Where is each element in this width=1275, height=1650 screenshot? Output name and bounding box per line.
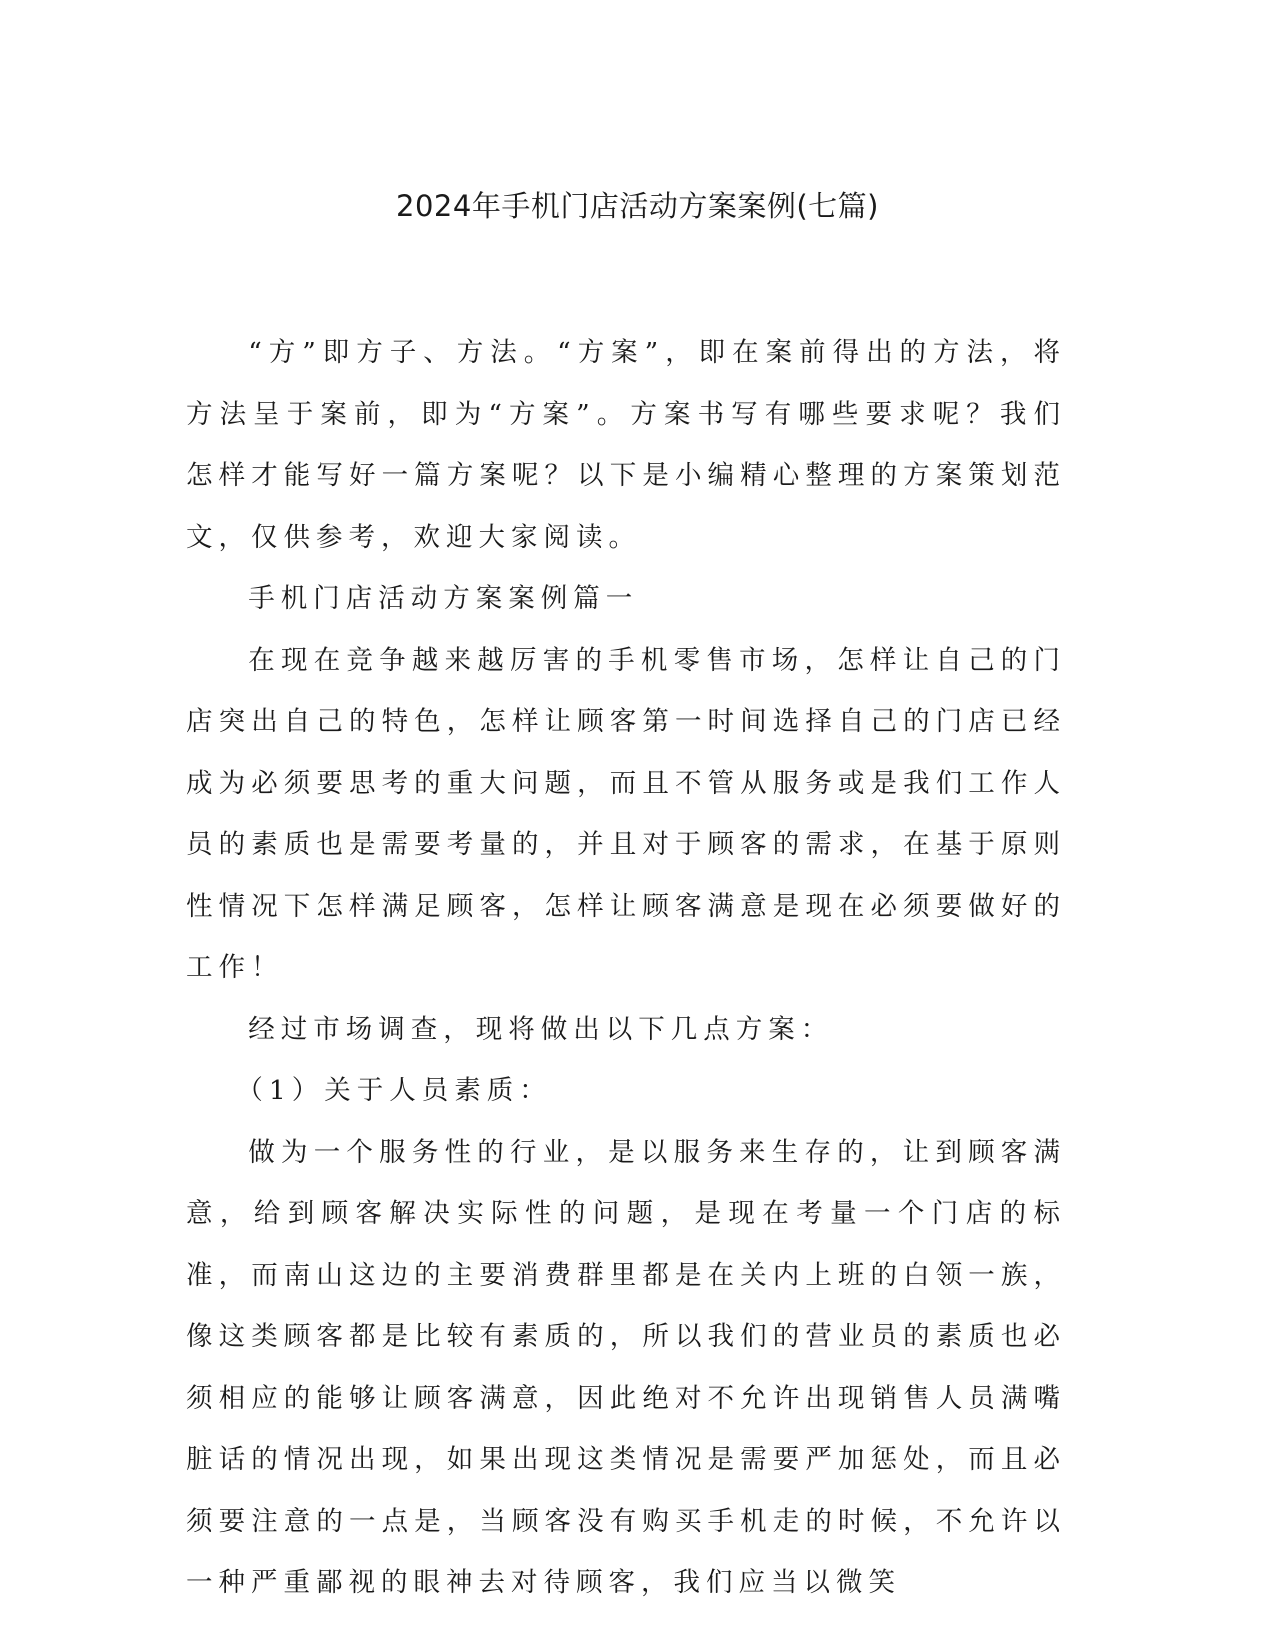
document-body (186, 322, 1066, 1614)
body-paragraph: 做为一个服务性的行业，是以服务来生存的，让到顾客满意，给到顾客解决实际性的问题，是现在考量一个门店的标准，而南山这边的主要消费群里都是在关内上班的白领一族，像这类顾客都是比较有素质的，所以我们的营业员的素质也必须相应的能够让顾客满意，因此绝对不允许出现销售人员满嘴脏话的情况出现，如果出现这类情况是需要严加惩处，而且必须要注意的一点是，当顾客没有购买手机走的时候，不允许以一种严重鄙视的眼神去对待顾客，我们应当以微笑 (186, 1136, 1066, 1598)
section-heading: 手机门店活动方案案例篇一 (248, 583, 639, 614)
item-heading: （1）关于人员素质： (236, 1075, 552, 1106)
body-paragraph: 在现在竞争越来越厉害的手机零售市场，怎样让自己的门店突出自己的特色，怎样让顾客第一时间选择自己的门店已经成为必须要思考的重大问题，而且不管从服务或是我们工作人员的素质也是需要考量的，并且对于顾客的需求，在基于原则性情况下怎样满足顾客，怎样让顾客满意是现在必须要做好的工作！ (186, 644, 1066, 983)
document-title: 2024年手机门店活动方案案例(七篇) (396, 189, 879, 223)
intro-paragraph: “方”即方子、方法。“方案”，即在案前得出的方法，将方法呈于案前，即为“方案”。方案书写有哪些要求呢？我们怎样才能写好一篇方案呢？以下是小编精心整理的方案策划范文，仅供参考，欢迎大家阅读。 (186, 337, 1066, 553)
body-paragraph: 经过市场调查，现将做出以下几点方案： (248, 1013, 834, 1045)
